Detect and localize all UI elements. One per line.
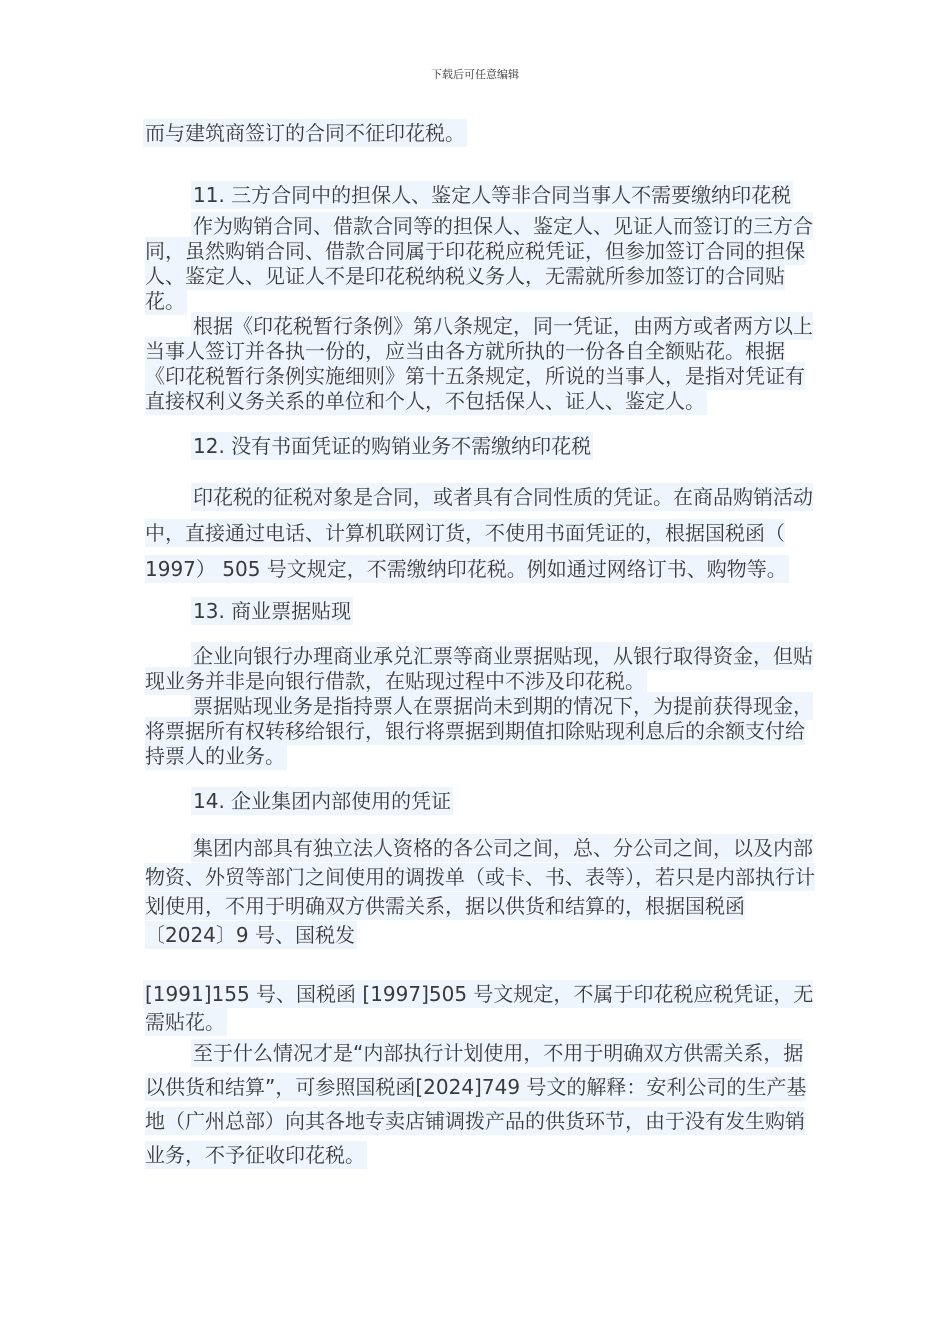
document-body (145, 121, 815, 1172)
paragraph-14a: 集团内部具有独立法人资格的各公司之间，总、分公司之间，以及内部物资、外贸等部门之间使用的调拨单（或卡、书、表等），若只是内部执行计划使用，不用于明确双方供需关系，据以供货和结算的，根据国税函〔2024〕9 号、国税发 (145, 836, 815, 947)
header-note: 下载后可任意编辑 (431, 68, 519, 81)
paragraph-14c: 至于什么情况才是“内部执行计划使用，不用于明确双方供需关系，据以供货和结算”，可参照国税函[2024]749 号文的解释：安利公司的生产基地（广州总部）向其各地专卖店铺调拨产品的供货环节，由于没有发生购销业务，不予征收印花税。 (145, 1041, 807, 1167)
paragraph-14b: [1991]155 号、国税函 [1997]505 号文规定，不属于印花税应税凭证，无需贴花。 (145, 982, 814, 1034)
heading-item-13: 13. 商业票据贴现 (193, 599, 352, 623)
paragraph-11b: 根据《印花税暂行条例》第八条规定，同一凭证，由两方或者两方以上当事人签订并各执一份的，应当由各方就所执的一份各自全额贴花。根据《印花税暂行条例实施细则》第十五条规定，所说的当事人，是指对凭证有直接权利义务关系的单位和个人，不包括保人、证人、鉴定人。 (145, 314, 813, 413)
heading-item-11: 11. 三方合同中的担保人、鉴定人等非合同当事人不需要缴纳印花税 (193, 183, 792, 207)
paragraph-11a: 作为购销合同、借款合同等的担保人、鉴定人、见证人而签订的三方合同，虽然购销合同、借款合同属于印花税应税凭证，但参加签订合同的担保人、鉴定人、见证人不是印花税纳税义务人，无需就所参加签订的合同贴花。 (145, 214, 813, 313)
heading-item-14: 14. 企业集团内部使用的凭证 (193, 789, 452, 813)
paragraph-13b: 票据贴现业务是指持票人在票据尚未到期的情况下，为提前获得现金，将票据所有权转移给银行，银行将票据到期值扣除贴现利息后的余额支付给持票人的业务。 (145, 694, 813, 768)
paragraph-13a: 企业向银行办理商业承兑汇票等商业票据贴现，从银行取得资金，但贴现业务并非是向银行借款，在贴现过程中不涉及印花税。 (145, 644, 813, 693)
paragraph-intro: 而与建筑商签订的合同不征印花税。 (145, 121, 465, 145)
heading-item-12: 12. 没有书面凭证的购销业务不需缴纳印花税 (193, 434, 592, 458)
paragraph-12: 印花税的征税对象是合同，或者具有合同性质的凭证。在商品购销活动中，直接通过电话、计算机联网订货，不使用书面凭证的，根据国税函（ 1997） 505 号文规定，不需缴纳印花税。例如通过网络订书、购物等。 (145, 485, 813, 581)
